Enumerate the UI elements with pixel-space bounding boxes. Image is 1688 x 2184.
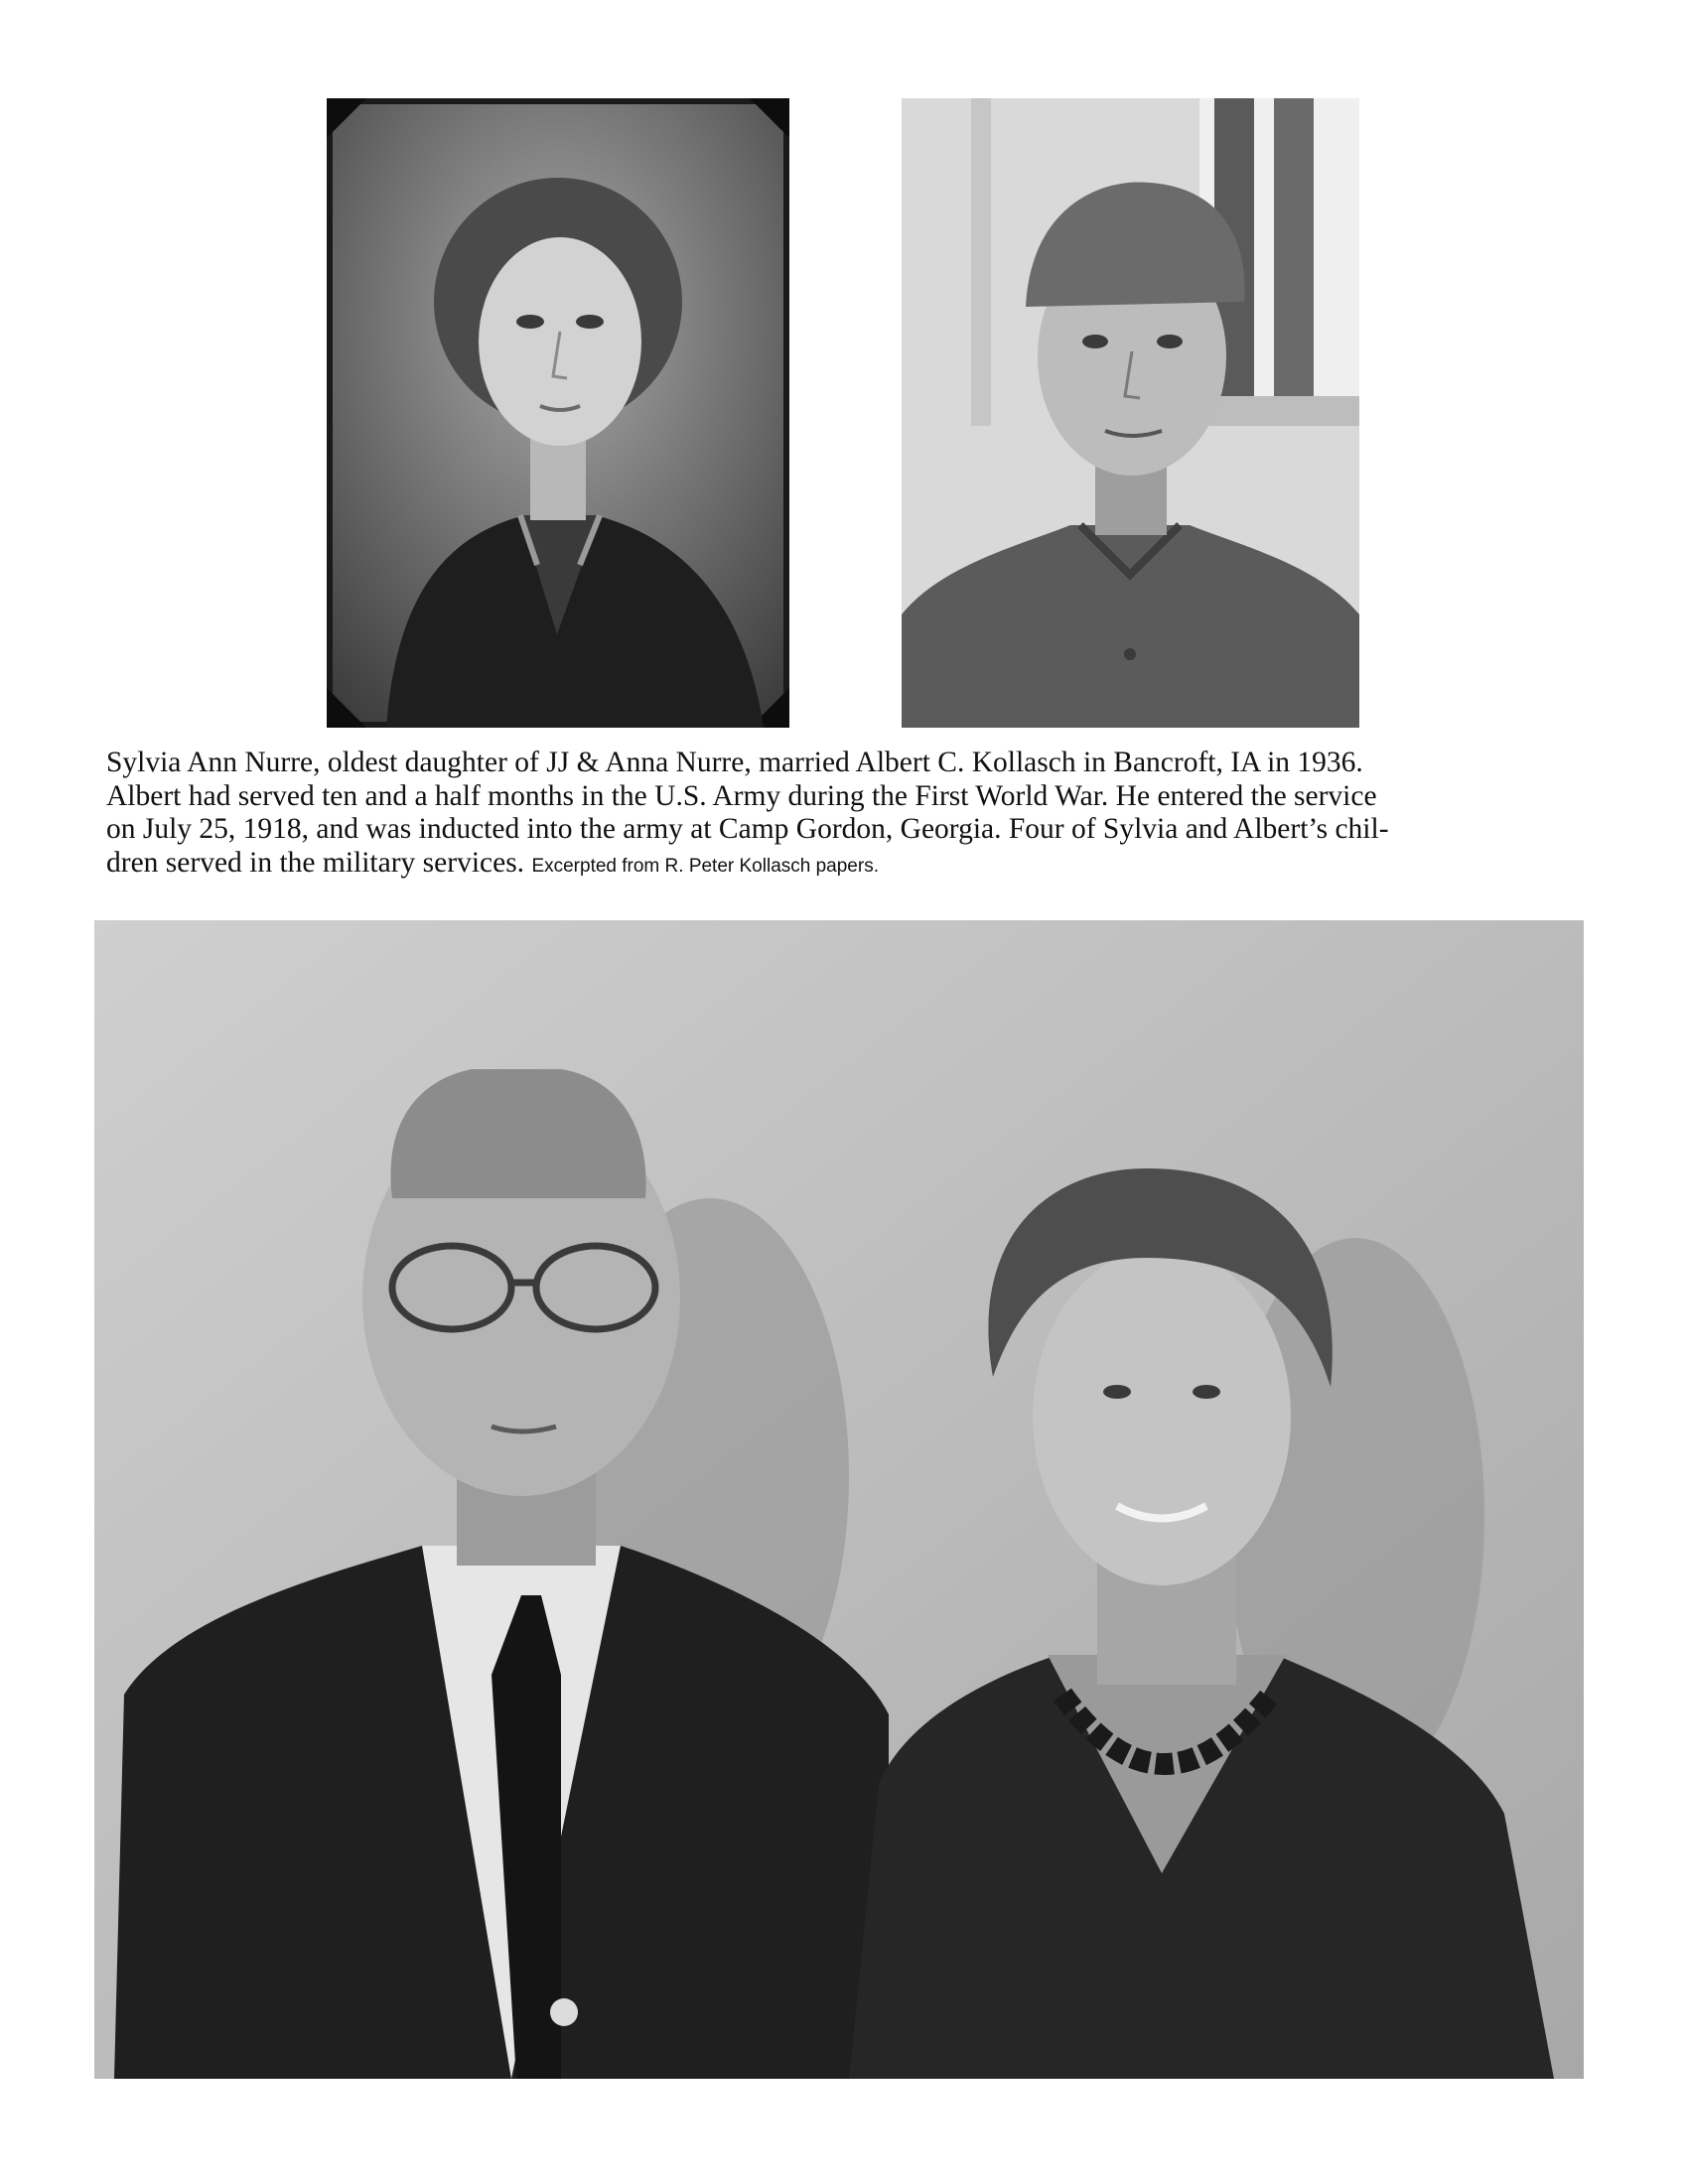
photo-albert-soldier (902, 98, 1359, 728)
caption-line-4-text: dren served in the military services. (106, 846, 525, 879)
caption-source: Excerpted from R. Peter Kollasch papers. (531, 855, 879, 877)
caption-line-3: on July 25, 1918, and was inducted into the army at Camp Gordon, Georgia. Four of Sylvia and Albert’s chil- (106, 813, 1389, 845)
photo-caption (106, 747, 1576, 883)
caption-line-1: Sylvia Ann Nurre, oldest daughter of JJ & Anna Nurre, married Albert C. Kollasch in Bancroft, IA in 1936. (106, 747, 1363, 778)
photo-sylvia-portrait (327, 98, 789, 728)
photo-elderly-couple (94, 920, 1584, 2079)
caption-line-2: Albert had served ten and a half months in the U.S. Army during the First World War. He entered the service (106, 779, 1377, 812)
caption-line-4 (106, 847, 1576, 884)
